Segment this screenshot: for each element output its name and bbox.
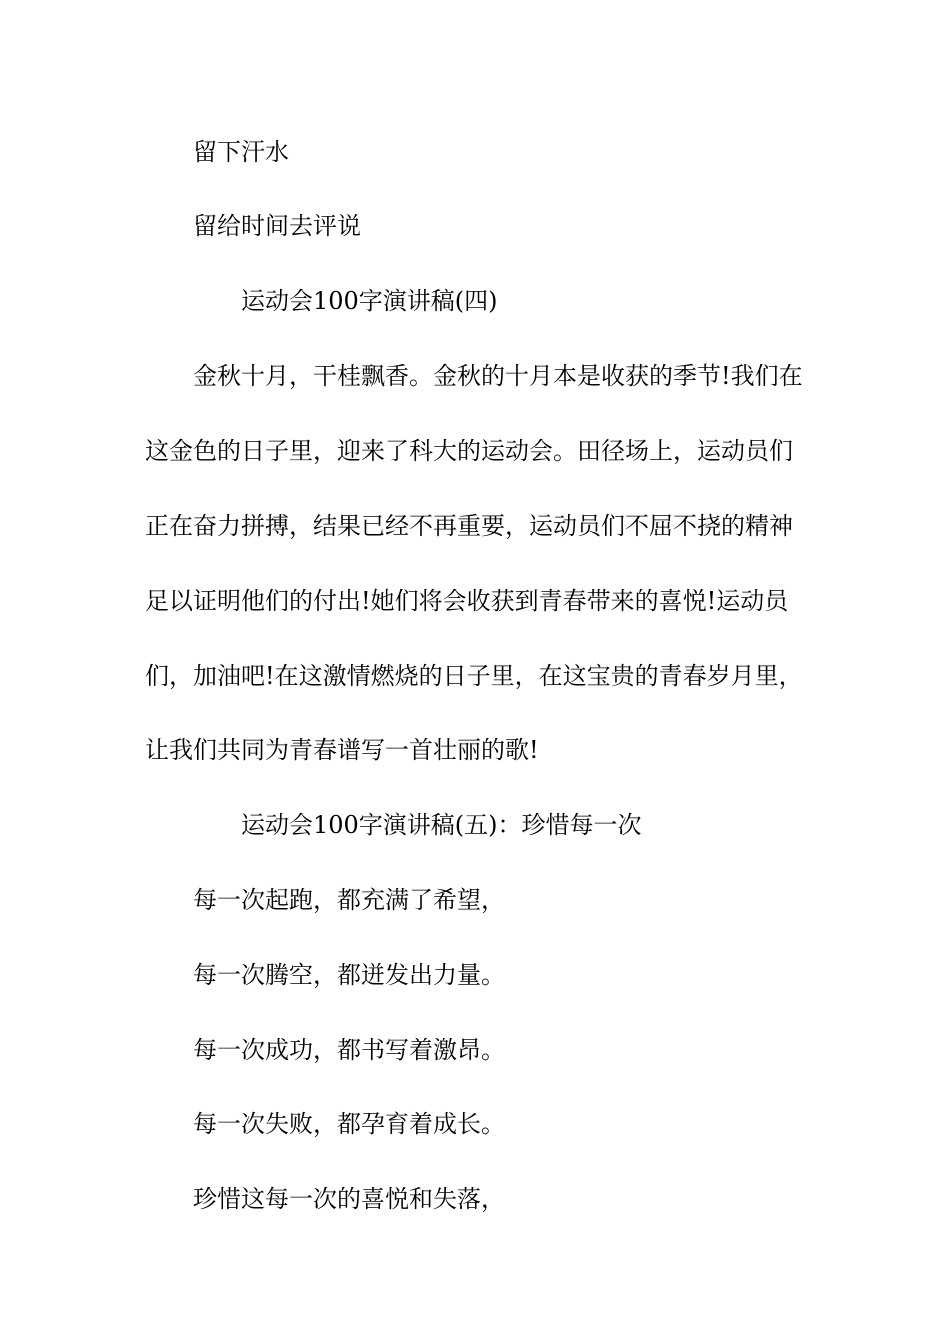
poem-line: 每一次失败，都孕育着成长。 — [193, 1110, 505, 1138]
section-heading: 运动会100字演讲稿(四) — [241, 287, 498, 315]
poem-line: 留下汗水 — [193, 138, 289, 166]
paragraph-line: 正在奋力拼搏，结果已经不再重要，运动员们不屈不挠的精神 — [145, 512, 793, 540]
paragraph-line: 这金色的日子里，迎来了科大的运动会。田径场上，运动员们 — [145, 437, 793, 465]
poem-line: 每一次起跑，都充满了希望， — [193, 886, 505, 914]
poem-line: 珍惜这每一次的喜悦和失落， — [193, 1185, 505, 1213]
poem-line: 留给时间去评说 — [193, 212, 361, 240]
paragraph-line: 足以证明他们的付出!她们将会收获到青春带来的喜悦!运动员 — [145, 587, 789, 615]
poem-line: 每一次成功，都书写着激昂。 — [193, 1036, 505, 1064]
paragraph-line: 们，加油吧!在这激情燃烧的日子里，在这宝贵的青春岁月里， — [145, 662, 803, 690]
paragraph-line: 让我们共同为青春谱写一首壮丽的歌! — [145, 736, 539, 764]
poem-line: 每一次腾空，都迸发出力量。 — [193, 961, 505, 989]
paragraph-line: 金秋十月，干桂飘香。金秋的十月本是收获的季节!我们在 — [193, 362, 803, 390]
section-heading: 运动会100字演讲稿(五)：珍惜每一次 — [241, 811, 642, 839]
